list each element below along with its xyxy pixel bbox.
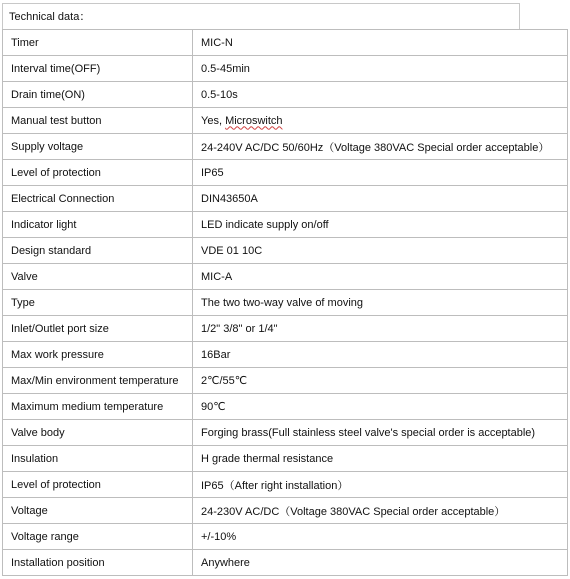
param-name: Design standard — [3, 238, 193, 264]
table-row — [3, 212, 568, 238]
param-value: VDE 01 10C — [193, 238, 568, 264]
param-value: 24-240V AC/DC 50/60Hz（Voltage 380VAC Special order acceptable） — [193, 134, 568, 160]
param-name: Maximum medium temperature — [3, 394, 193, 420]
table-row — [3, 264, 568, 290]
param-value: IP65（After right installation） — [193, 472, 568, 498]
table-title: Technical data： — [2, 3, 520, 29]
param-name: Drain time(ON) — [3, 82, 193, 108]
param-value — [193, 108, 568, 134]
table-row — [3, 446, 568, 472]
param-value: 90℃ — [193, 394, 568, 420]
param-value: 0.5-10s — [193, 82, 568, 108]
param-value: 1/2" 3/8" or 1/4" — [193, 316, 568, 342]
param-value: 2℃/55℃ — [193, 368, 568, 394]
param-value: IP65 — [193, 160, 568, 186]
table-row — [3, 134, 568, 160]
param-value: MIC-N — [193, 30, 568, 56]
spellcheck-underlined-word: Microswitch — [225, 114, 283, 127]
param-name: Manual test button — [3, 108, 193, 134]
param-value: +/-10% — [193, 524, 568, 550]
param-value: 0.5-45min — [193, 56, 568, 82]
param-value: 24-230V AC/DC（Voltage 380VAC Special order acceptable） — [193, 498, 568, 524]
table-row — [3, 368, 568, 394]
param-value: DIN43650A — [193, 186, 568, 212]
table-row — [3, 160, 568, 186]
param-name: Installation position — [3, 550, 193, 576]
table-row — [3, 498, 568, 524]
table-row — [3, 30, 568, 56]
param-name: Insulation — [3, 446, 193, 472]
param-name: Interval time(OFF) — [3, 56, 193, 82]
table-row — [3, 524, 568, 550]
param-value: Forging brass(Full stainless steel valve's special order is acceptable) — [193, 420, 568, 446]
table-row — [3, 186, 568, 212]
table-row — [3, 420, 568, 446]
param-name: Max/Min environment temperature — [3, 368, 193, 394]
param-name: Level of protection — [3, 472, 193, 498]
param-value: MIC-A — [193, 264, 568, 290]
param-value-prefix: Yes, — [201, 114, 226, 127]
table-row — [3, 316, 568, 342]
param-name: Inlet/Outlet port size — [3, 316, 193, 342]
param-name: Indicator light — [3, 212, 193, 238]
table-row — [3, 238, 568, 264]
param-value: H grade thermal resistance — [193, 446, 568, 472]
technical-data-table — [2, 29, 568, 576]
param-value: 16Bar — [193, 342, 568, 368]
table-row — [3, 342, 568, 368]
table-row — [3, 394, 568, 420]
param-value: Anywhere — [193, 550, 568, 576]
param-value: The two two-way valve of moving — [193, 290, 568, 316]
param-name: Valve — [3, 264, 193, 290]
table-row — [3, 290, 568, 316]
param-name: Voltage — [3, 498, 193, 524]
param-name: Supply voltage — [3, 134, 193, 160]
table-row — [3, 472, 568, 498]
table-row — [3, 82, 568, 108]
param-name: Voltage range — [3, 524, 193, 550]
param-name: Type — [3, 290, 193, 316]
table-row — [3, 550, 568, 576]
param-name: Max work pressure — [3, 342, 193, 368]
table-row — [3, 56, 568, 82]
table-row — [3, 108, 568, 134]
param-name: Level of protection — [3, 160, 193, 186]
param-name: Valve body — [3, 420, 193, 446]
param-name: Electrical Connection — [3, 186, 193, 212]
param-name: Timer — [3, 30, 193, 56]
param-value: LED indicate supply on/off — [193, 212, 568, 238]
